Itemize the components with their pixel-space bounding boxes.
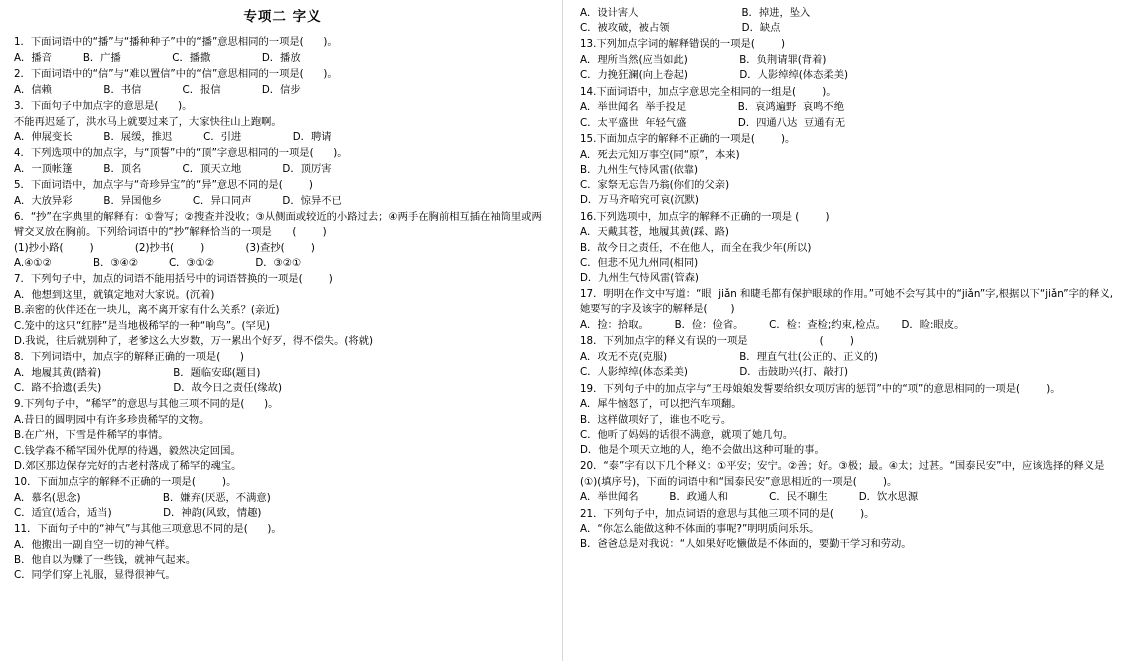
question-options: A．举世闻名 B．政通人和 C．民不聊生 D．饮水思源 <box>580 491 919 504</box>
question-options: A．捡：拾取。 B．俭：俭省。 C．检：查检;约束,检点。 D．睑:眼皮。 <box>580 319 965 332</box>
question-options: B．九州生气恃风雷(依靠) <box>580 163 699 176</box>
question-options: C．他听了妈妈的话很不满意，就项了她几句。 <box>580 428 794 441</box>
question-options: B．爸爸总是对我说：“人如果好吃懒做是不体面的，要勤干学习和劳动。 <box>580 538 912 551</box>
page-divider <box>562 0 563 661</box>
question-options: B.亲密的伙伴还在一块儿，离不离开家有什么关系？(亲近) <box>14 304 280 317</box>
question-stem: 18．下列加点字的释义有误的一项是 ( ) <box>580 335 854 348</box>
question-stem: 20．“泰”字有以下几个释义：①平安；安宁。②善；好。③极；最。④太；过甚。“国泰民安”中，应该选择的释义是(①)(填序号)，下面的词语中和“国泰民安”意思相近的一项是( )。 <box>580 460 1105 488</box>
question-stem: 4．下列选项中的加点字，与“顶誓”中的“顶”字意思相同的一项是( )。 <box>14 147 348 160</box>
question-options: D.我说，往后就别种了，老爹这么大岁数，万一累出个好歹，得不偿失。(将就) <box>14 334 374 347</box>
question-stem: 2．下面词语中的“信”与“难以置信”中的“信”意思相同的一项是( )。 <box>14 67 338 80</box>
question-options: C．家祭无忘告乃翁(你们的父亲) <box>580 179 730 192</box>
question-stem: 3．下面句子中加点字的意思是( )。 <box>14 99 193 112</box>
page-title: 专项二 字义 <box>243 9 322 25</box>
question-stem: 14.下面词语中，加点字意思完全相同的一组是( )。 <box>580 85 837 98</box>
question-options: A.昔日的圆明园中有许多珍贵稀罕的文物。 <box>14 414 210 427</box>
question-options: A．死去元知万事空(同“原”，本来) <box>580 148 740 161</box>
question-options: A．攻无不克(克服) B．理直气壮(公正的、正义的) <box>580 351 878 364</box>
question-options: A．设计害人 B．掉进，坠入 <box>580 7 811 19</box>
question-options: A．他想到这里，就镇定地对大家说。(沉着) <box>14 289 215 302</box>
right-column <box>562 0 1125 661</box>
question-options: D．九州生气恃风雷(管森) <box>580 271 699 284</box>
question-options: D.郊区那边保存完好的古老村落成了稀罕的魂宝。 <box>14 459 242 472</box>
question-options: C．被攻破，被占领 D．缺点 <box>580 22 781 35</box>
question-options: A．慕名(思念) B．嫌弃(厌恶，不满意) <box>14 491 271 504</box>
question-passage: 不能再迟延了，洪水马上就要过来了，大家快往山上跑啊。 <box>14 115 282 128</box>
question-stem: 13.下列加点字词的解释错误的一项是( ) <box>580 38 786 51</box>
question-options: A．信赖 B．书信 C．报信 D．信步 <box>14 83 301 96</box>
question-options: D．万马齐喑究可哀(沉默) <box>580 194 699 207</box>
question-stem: 16.下列选项中，加点字的解释不正确的一项是 ( ) <box>580 210 830 223</box>
question-options: A．大放异彩 B．异国他乡 C．异口同声 D．惊异不已 <box>14 194 342 207</box>
question-stem: 8．下列词语中，加点字的解释正确的一项是( ) <box>14 351 244 364</box>
question-options: B．故今日之责任，不在他人，而全在我少年(所以) <box>580 241 812 254</box>
question-options: A．举世闻名 举手投足 B．哀鸿遍野 哀鸣不绝 <box>580 101 845 114</box>
question-options: B.在广州，下雪是件稀罕的事情。 <box>14 429 169 442</box>
question-stem: 11．下面句子中的“神气”与其他三项意思不同的是( )。 <box>14 523 282 536</box>
question-options: C．同学们穿上礼服，显得很神气。 <box>14 569 176 582</box>
question-options: A．播音 B．广播 C．播撒 D．播放 <box>14 51 301 64</box>
question-options: C．人影绰绰(体态柔美) D．击鼓助兴(打、敲打) <box>580 366 849 379</box>
question-options: C．太平盛世 年轻气盛 D．四通八达 豆通有无 <box>580 116 846 129</box>
question-options: A.④①② B．③④② C．③①② D．③②① <box>14 257 302 270</box>
left-column <box>0 0 562 661</box>
question-stem: 21．下列句子中，加点词语的意思与其他三项不同的是( )。 <box>580 507 875 520</box>
question-options: A．伸展变长 B．展缓，推迟 C．引进 D．聘请 <box>14 130 332 143</box>
question-options: A．地履其黄(踏着) B．题临安邸(题目) <box>14 366 261 379</box>
question-stem: 17．明明在作文中写道：“眼 jiǎn 和睫毛都有保护眼球的作用。”可她不会写其中的“jiǎn”字,根据以下“jiǎn”字的释义,她要写的字及该字的解释是( ) <box>580 288 1114 316</box>
question-stem: 15.下面加点字的解释不正确的一项是( )。 <box>580 132 796 145</box>
question-options: C．适宜(适合，适当) D．神韵(风致，情趣) <box>14 507 262 519</box>
question-options: C．路不拾遗(丢失) D．故今日之责任(缘故) <box>14 382 283 395</box>
question-stem: 9.下列句子中，“稀罕”的意思与其他三项不同的是( )。 <box>14 398 279 411</box>
question-stem: 6．“抄”在字典里的解释有：①誊写；②搜查并没收；③从侧面或较近的小路过去；④两手在胸前相互插在袖筒里或两臂交叉放在胸前。下列给词语中的“抄”解释恰当的一项是 ( ) <box>14 211 542 239</box>
question-options: A．“你怎么能做这种不体面的事呢?”明明质问乐乐。 <box>580 523 820 536</box>
question-options: C.钱学森不稀罕国外优厚的待遇，毅然决定回国。 <box>14 444 241 457</box>
question-stem: 5．下面词语中，加点字与“奇珍异宝”的“异”意思不同的是( ) <box>14 179 313 192</box>
question-options: A．天戴其苍，地履其黄(踩、路) <box>580 226 729 239</box>
question-options: C．力挽狂澜(向上卷起) D．人影绰绰(体态柔美) <box>580 69 849 82</box>
question-stem: 7．下列句子中，加点的词语不能用括号中的词语替换的一项是( ) <box>14 273 333 286</box>
question-stem: 1．下面词语中的“播”与“播种种子”中的“播”意思相同的一项是( )。 <box>14 35 338 48</box>
question-options: A．理所当然(应当如此) B．负荆请罪(背着) <box>580 54 827 67</box>
question-stem: 19．下列句子中的加点字与“王母娘娘发誓要给织女项厉害的惩罚”中的“项”的意思相同的一项是( )。 <box>580 382 1061 395</box>
question-options: A．一顶帐篷 B．顶名 C．顶天立地 D．顶厉害 <box>14 162 332 175</box>
question-options: B．他自以为赚了一些钱，就神气起来。 <box>14 554 197 567</box>
question-options: A．犀牛恼怒了，可以把汽车项翻。 <box>580 398 742 411</box>
question-options: C．但悲不见九州同(相同) <box>580 256 699 269</box>
question-options: B．这样做项好了，谁也不吃亏。 <box>580 413 732 426</box>
question-options: C.笼中的这只“红脖”是当地极稀罕的一种“响鸟”。(罕见) <box>14 319 271 332</box>
question-options: D．他是个项天立地的人，绝不会做出这种可耻的事。 <box>580 444 825 457</box>
question-stem: 10．下面加点字的解释不正确的一项是( )。 <box>14 476 237 489</box>
question-subitems: (1)抄小路( ) (2)抄书( ) (3)查抄( ) <box>14 242 315 255</box>
question-options: A．他搬出一副自空一切的神气样。 <box>14 538 176 551</box>
